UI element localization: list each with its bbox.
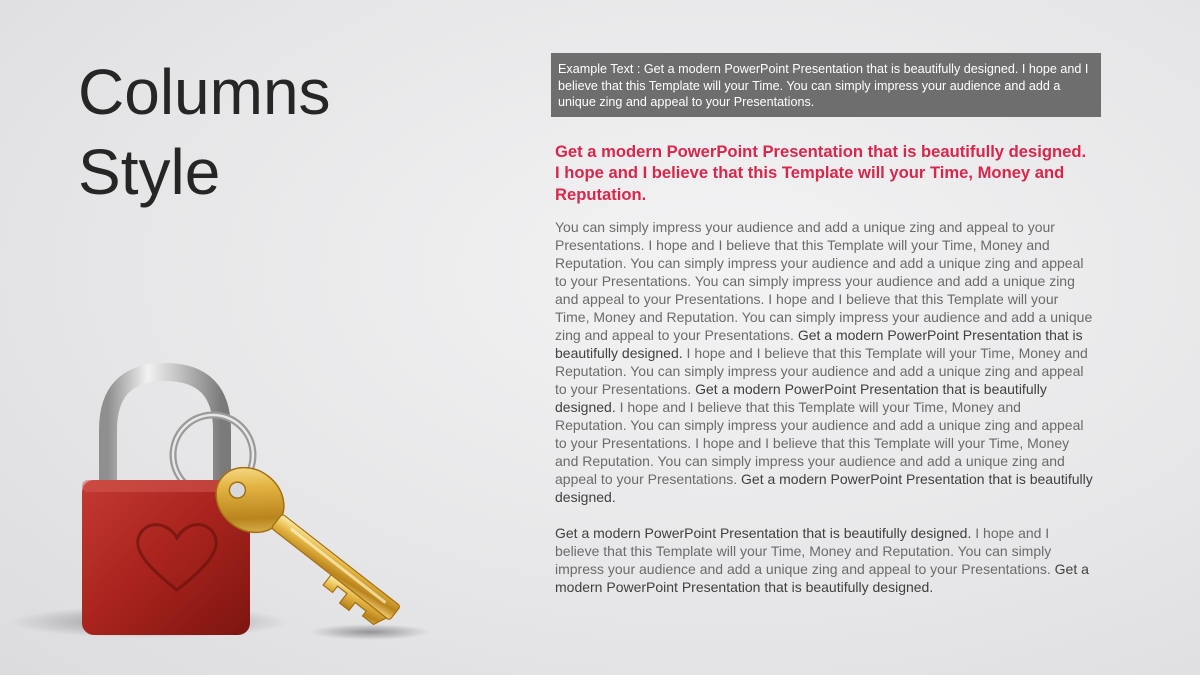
red-heading: Get a modern PowerPoint Presentation that is beautifully designed. I hope and I believe that this Template will your Time, Money and Reputation. (555, 142, 1087, 204)
body-text (555, 218, 1095, 596)
body-paragraph-2 (555, 524, 1095, 596)
slide-title (78, 52, 498, 212)
text-run: Get a modern PowerPoint Presentation that is beautifully designed. (555, 561, 1089, 595)
text-run: I hope and I believe that this Template will your Time, Money and Reputation. You can simply impress your audience and add a unique zing and appeal to your Presentations. (555, 525, 1055, 577)
text-run: I hope and I believe that this Template will your Time, Money and Reputation. You can simply impress your audience and add a unique zing and appeal to your Presentations. I hope and I believe that this Template will your Time, Money and Reputation. You can simply impress your audience and add a unique zing and appeal to your Presentations. (555, 399, 1084, 487)
text-run: You can simply impress your audience and add a unique zing and appeal to your Presentations. I hope and I believe that this Template will your Time, Money and Reputation. You can simply impress your audience and add a unique zing and appeal to your Presentations. You can simply impress your audience and add a unique zing and appeal to your Presentations. I hope and I believe that this Template will your Time, Money and Reputation. You can simply impress your audience and add a unique zing and appeal to your Presentations. (555, 219, 1093, 343)
example-text-callout: Example Text : Get a modern PowerPoint Presentation that is beautifully designed. I hope and I believe that this Template will your Time. You can simply impress your audience and add a unique zing and appeal to your Presentations. (551, 53, 1101, 117)
text-run: Get a modern PowerPoint Presentation that is beautifully designed. (555, 327, 1083, 361)
padlock-with-key-icon (0, 350, 440, 675)
title-line-1: Columns (78, 56, 331, 128)
body-paragraph-1 (555, 218, 1095, 506)
title-line-2: Style (78, 136, 221, 208)
text-run: Get a modern PowerPoint Presentation that is beautifully designed. (555, 381, 1047, 415)
text-run: Get a modern PowerPoint Presentation that is beautifully designed. (555, 471, 1093, 505)
text-run: Get a modern PowerPoint Presentation that is beautifully designed. (555, 525, 972, 541)
text-run: I hope and I believe that this Template will your Time, Money and Reputation. You can simply impress your audience and add a unique zing and appeal to your Presentations. (555, 345, 1088, 397)
